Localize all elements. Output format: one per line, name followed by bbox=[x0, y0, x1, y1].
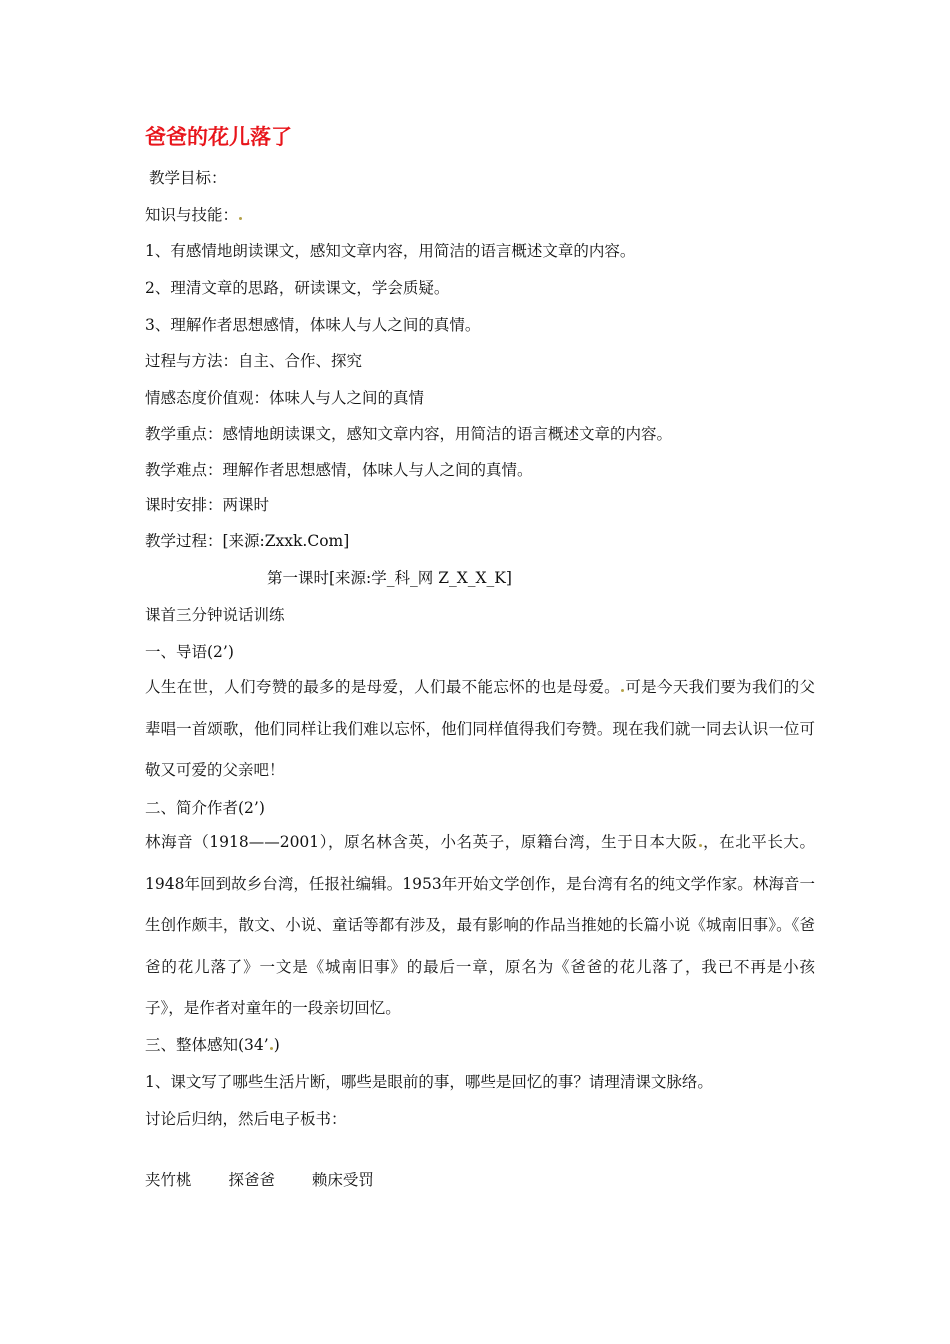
section-2-heading: 二、简介作者(2’) bbox=[145, 799, 265, 817]
intro-paragraph bbox=[145, 667, 815, 792]
key-point: 教学重点：感情地朗读课文，感知文章内容，用简洁的语言概述文章的内容。 bbox=[145, 425, 673, 443]
board-item: 赖床受罚 bbox=[311, 1171, 374, 1189]
objectives-heading: 教学目标： bbox=[149, 169, 227, 187]
author-paragraph bbox=[145, 822, 815, 1030]
process-method: 过程与方法：自主、合作、探究 bbox=[145, 352, 363, 370]
emotion-value: 情感态度价值观：体味人与人之间的真情 bbox=[145, 389, 425, 407]
section-3-heading bbox=[145, 1035, 280, 1055]
document-title: 爸爸的花儿落了 bbox=[145, 125, 292, 149]
board-items bbox=[145, 1170, 406, 1190]
board-item: 探爸爸 bbox=[228, 1171, 275, 1189]
knowledge-heading-text: 知识与技能： bbox=[145, 206, 239, 224]
objective-2: 2、理清文章的思路，研读课文，学会质疑。 bbox=[145, 279, 450, 297]
first-lesson-heading: 第一课时[来源:学_科_网 Z_X_X_K] bbox=[267, 569, 512, 587]
author-paragraph-part-a: 林海音（1918——2001），原名林含英，小名英子，原籍台湾，生于日本大阪 bbox=[145, 833, 698, 851]
section-1-heading: 一、导语(2’) bbox=[145, 643, 234, 661]
author-paragraph-part-b: ，在北平长大。1948年回到故乡台湾，任报社编辑。1953年开始文学创作，是台湾有名的纯文学作家。林海音一生创作颇丰，散文、小说、童话等都有涉及，最有影响的作品当推她的长篇小说《城南旧事》。《爸爸的花儿落了》一文是《城南旧事》的最后一章，原名为《爸爸的花儿落了，我已不再是小孩子》，是作者对童年的一段亲切回忆。 bbox=[145, 833, 815, 1017]
difficulty: 教学难点：理解作者思想感情，体味人与人之间的真情。 bbox=[145, 461, 533, 479]
question-1: 1、课文写了哪些生活片断，哪些是眼前的事，哪些是回忆的事？请理清课文脉络。 bbox=[145, 1073, 713, 1091]
warmup-heading: 课首三分钟说话训练 bbox=[145, 606, 285, 624]
teaching-process: 教学过程：[来源:Zxxk.Com] bbox=[145, 532, 350, 550]
intro-paragraph-part-b: 可是今天我们要为我们的父辈唱一首颂歌，他们同样让我们难以忘怀，他们同样值得我们夸赞。现在我们就一同去认识一位可敬又可爱的父亲吧！ bbox=[145, 678, 815, 779]
section-3-heading-part-a: 三、整体感知(34’ bbox=[145, 1036, 269, 1054]
watermark-dot bbox=[621, 689, 624, 692]
board-item: 夹竹桃 bbox=[145, 1171, 192, 1189]
schedule: 课时安排：两课时 bbox=[145, 496, 270, 514]
intro-paragraph-part-a: 人生在世，人们夸赞的最多的是母爱，人们最不能忘怀的也是母爱。 bbox=[145, 678, 620, 696]
discussion-note: 讨论后归纳，然后电子板书： bbox=[145, 1110, 347, 1128]
section-3-heading-part-b: ) bbox=[273, 1036, 280, 1054]
watermark-dot bbox=[699, 844, 702, 847]
objective-1: 1、有感情地朗读课文，感知文章内容，用简洁的语言概述文章的内容。 bbox=[145, 242, 636, 260]
knowledge-heading bbox=[145, 205, 243, 225]
watermark-dot bbox=[270, 1047, 273, 1050]
objective-3: 3、理解作者思想感情，体味人与人之间的真情。 bbox=[145, 316, 481, 334]
watermark-dot bbox=[239, 217, 242, 220]
